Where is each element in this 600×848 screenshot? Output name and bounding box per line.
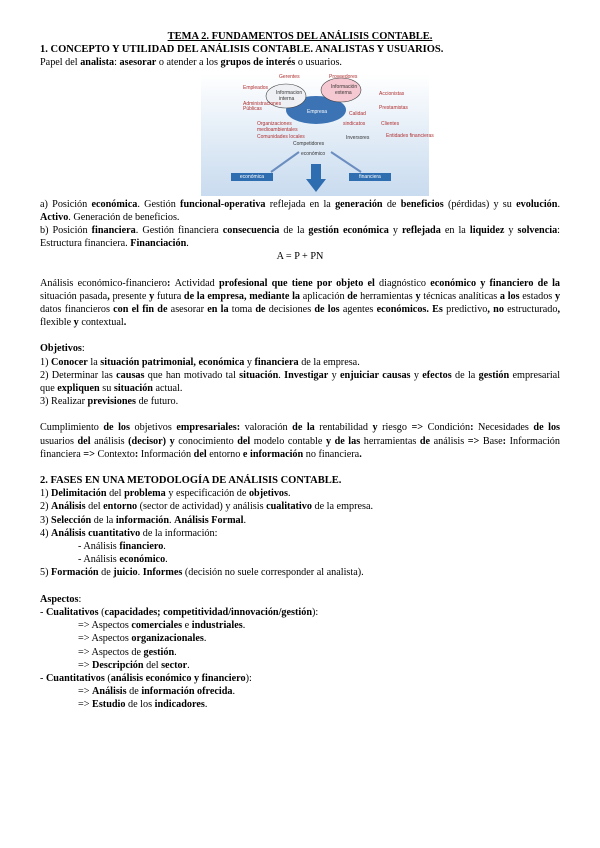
- cuantitativo-item: [40, 685, 560, 698]
- text-run: Contexto: [97, 448, 135, 460]
- bold-term: industriales: [191, 620, 243, 632]
- bold-term: Cuantitativos: [45, 672, 105, 684]
- bold-term: :: [166, 277, 175, 289]
- diagram-label: Entidades financieras: [386, 132, 434, 139]
- bold-term: Investigar: [284, 369, 329, 381]
- aef-definition: [40, 277, 560, 330]
- text-run: .: [137, 567, 143, 579]
- text-run: modelo contable: [253, 435, 323, 447]
- text-run: .: [174, 646, 177, 658]
- cualitativos: [40, 606, 560, 619]
- text-run: flexible: [40, 317, 72, 329]
- bold-term: organizacionales: [131, 633, 204, 645]
- text-run: (pérdidas) y su: [443, 198, 517, 210]
- diagram-label: Clientes: [381, 120, 400, 127]
- aspectos-heading: Aspectos:: [40, 593, 82, 605]
- text-run: .: [163, 541, 166, 553]
- text-run: de los: [125, 699, 155, 711]
- text-run: del: [106, 488, 125, 500]
- bold-term: consecuencia: [222, 225, 280, 237]
- bold-term: de: [416, 435, 434, 447]
- bold-term: sector: [161, 659, 188, 671]
- bold-term: evolución: [516, 198, 558, 210]
- text-run: =>: [78, 699, 93, 711]
- bold-term: información ofrecida: [141, 686, 233, 698]
- bold-term: de los: [528, 422, 561, 434]
- cualitativo-item: [40, 659, 560, 672]
- equation: A = P + PN: [276, 251, 324, 263]
- diagram-label: Calidad: [349, 110, 366, 117]
- bold-term: problema: [124, 488, 166, 500]
- text-run: toma: [231, 304, 253, 316]
- bold-term: juicio: [113, 567, 138, 579]
- text-run: de la información:: [140, 527, 218, 539]
- bold-term: gestión económica: [308, 225, 389, 237]
- bold-term: Descripción: [92, 659, 144, 671]
- bold-term: :: [134, 448, 141, 460]
- text-run: de la: [279, 225, 309, 237]
- bold-term: información: [115, 514, 170, 526]
- text-run: .: [278, 369, 285, 381]
- text-run: (decisión no suele corresponder al analista).: [182, 567, 364, 579]
- text-run: Análisis económico-financiero: [40, 277, 167, 289]
- text-run: . Gestión: [137, 198, 181, 210]
- text-run: .: [288, 488, 291, 500]
- text-run: ):: [312, 606, 319, 618]
- text-run: .: [243, 514, 247, 526]
- text-run: .: [203, 633, 207, 645]
- text-run: presente: [112, 290, 147, 302]
- bold-term: asesorar: [119, 57, 157, 69]
- text-run: => Aspectos de: [78, 646, 144, 658]
- bold-term: financiero: [119, 541, 164, 553]
- text-run: Base: [482, 435, 503, 447]
- diagram-label: Información: [331, 83, 358, 90]
- bold-term: a los: [497, 290, 523, 302]
- text-run: .: [204, 699, 208, 711]
- cualitativo-item: [40, 646, 560, 659]
- text-run: => Aspectos: [78, 620, 132, 632]
- diagram-label: Empresa: [307, 108, 328, 115]
- bold-term: analista: [80, 57, 115, 69]
- text-run: del: [143, 659, 162, 671]
- text-run: reflejada en la: [265, 198, 336, 210]
- text-run: de la empresa.: [311, 501, 374, 513]
- bold-term: funcional-operativa: [180, 198, 266, 210]
- text-run: en la: [440, 225, 470, 237]
- down-arrow-icon: [306, 164, 326, 192]
- text-run: riesgo: [382, 422, 407, 434]
- bold-term: de la empresa, mediante la: [181, 290, 303, 302]
- bold-term: de los: [311, 304, 343, 316]
- text-run: . Gestión financiera: [135, 225, 223, 237]
- text-run: estados: [522, 290, 553, 302]
- text-run: futura: [156, 290, 182, 302]
- bold-term: profesional que tiene por objeto el: [214, 277, 380, 289]
- text-run: (sector de actividad) y análisis: [137, 501, 267, 513]
- bold-term: Informes: [142, 567, 183, 579]
- bold-term: con el fin de: [109, 304, 171, 316]
- text-run: .: [169, 514, 175, 526]
- bold-term: capacidades; competitividad/innovación/gestión: [104, 606, 312, 618]
- diagram-label: sindicatos: [343, 120, 366, 127]
- bold-term: análisis económico y financiero: [110, 672, 246, 684]
- text-run: diagnóstico: [379, 277, 427, 289]
- diagram-label: Accionistas: [379, 90, 405, 97]
- bold-term: de: [252, 304, 269, 316]
- bold-term: :: [502, 435, 510, 447]
- text-run: de la: [91, 514, 116, 526]
- diagram-label: Informacion: [276, 89, 303, 96]
- text-run: =>: [78, 659, 93, 671]
- fase-4-financiero: [40, 540, 560, 553]
- text-run: Necesidades: [477, 422, 529, 434]
- position-financiera: [40, 224, 560, 250]
- bold-term: entorno: [103, 501, 138, 513]
- bold-term: =>: [464, 435, 483, 447]
- text-run: estructurado: [507, 304, 558, 316]
- text-run: predictivo: [446, 304, 488, 316]
- text-run: rentabilidad: [319, 422, 368, 434]
- diagram-label: Empleados: [243, 84, 269, 91]
- text-run: => Aspectos: [78, 633, 132, 645]
- text-run: : Estructura financiera.: [40, 225, 561, 250]
- bold-term: de la: [287, 422, 320, 434]
- text-run: del: [85, 501, 104, 513]
- bold-term: Activo: [40, 211, 69, 223]
- fase-2: [40, 500, 560, 513]
- text-run: 2) Determinar las: [40, 369, 117, 381]
- fase-4: [40, 527, 560, 540]
- diagram-label: medioambientales: [257, 126, 298, 133]
- text-run: .: [186, 238, 189, 250]
- text-run: contextual: [81, 317, 124, 329]
- bold-term: Análisis: [92, 686, 127, 698]
- text-run: (: [98, 606, 105, 618]
- bold-term: de los: [98, 422, 135, 434]
- bold-term: generación: [335, 198, 383, 210]
- bold-term: cualitativo: [266, 501, 312, 513]
- economica-box: económica: [231, 173, 273, 181]
- text-run: .: [242, 620, 246, 632]
- diagram-label: Inversores: [346, 134, 370, 141]
- bold-term: y: [412, 290, 424, 302]
- text-run: e: [182, 620, 192, 632]
- text-run: actual.: [152, 383, 183, 395]
- bold-term: Análisis cuantitativo: [51, 527, 141, 539]
- text-run: de la empresa.: [298, 356, 360, 368]
- text-run: usuarios: [40, 435, 74, 447]
- objetivo-3: [40, 395, 560, 408]
- bold-term: .: [359, 448, 362, 460]
- objetivos-heading: Objetivos:: [40, 343, 85, 355]
- section-1-heading: 1. CONCEPTO Y UTILIDAD DEL ANÁLISIS CONTABLE. ANALISTAS Y USUARIOS.: [40, 44, 444, 56]
- bold-term: =>: [406, 422, 428, 434]
- cumplimiento-paragraph: [40, 421, 560, 461]
- text-run: situación pasada: [40, 290, 108, 302]
- text-run: .: [232, 686, 236, 698]
- aspectos-label: Aspectos: [40, 593, 79, 605]
- text-run: y: [328, 369, 341, 381]
- bold-term: financiera: [254, 356, 299, 368]
- text-run: :: [114, 57, 120, 69]
- bold-term: y: [146, 290, 157, 302]
- text-run: Actividad: [174, 277, 215, 289]
- bold-term: Cualitativos: [45, 606, 99, 618]
- text-run: o atender a los: [156, 57, 221, 69]
- text-run: su: [99, 383, 114, 395]
- arrow-right-line: [331, 152, 361, 172]
- document-page: [40, 30, 560, 712]
- text-run: Papel del: [40, 57, 81, 69]
- bold-term: del: [73, 435, 95, 447]
- bold-term: financiera: [91, 225, 136, 237]
- diagram-label: Comunidades locales: [257, 133, 305, 140]
- text-run: -: [40, 672, 46, 684]
- diagram-label: económico: [301, 150, 326, 157]
- fase-1: [40, 487, 560, 500]
- bold-term: y de las: [322, 435, 364, 447]
- bold-term: Delimitación: [51, 488, 107, 500]
- bold-term: efectos: [422, 369, 452, 381]
- text-run: .: [187, 659, 190, 671]
- text-run: de: [382, 198, 401, 210]
- bold-term: Análisis Formal: [174, 514, 244, 526]
- bold-term: ,: [557, 304, 561, 316]
- stakeholder-diagram: [201, 73, 434, 196]
- bold-term: Financiación: [130, 238, 187, 250]
- bold-term: Conocer: [51, 356, 88, 368]
- text-run: b) Posición: [40, 225, 92, 237]
- text-run: y: [388, 225, 402, 237]
- cuantitativo-item: [40, 698, 560, 711]
- text-run: . Generación de beneficios.: [68, 211, 180, 223]
- text-run: Condición: [427, 422, 471, 434]
- bold-term: expliquen: [57, 383, 100, 395]
- bold-term: e información: [240, 448, 306, 460]
- text-run: 5): [40, 567, 52, 579]
- fase-4-economico: [40, 553, 560, 566]
- objetivo-1: [40, 356, 560, 369]
- document-title: TEMA 2. FUNDAMENTOS DEL ANÁLISIS CONTABLE.: [167, 31, 433, 42]
- text-run: Información: [140, 448, 192, 460]
- bold-term: liquidez: [469, 225, 505, 237]
- text-run: .: [165, 554, 168, 566]
- text-run: no financiera: [305, 448, 360, 460]
- bold-term: =>: [80, 448, 98, 460]
- text-run: (: [104, 672, 111, 684]
- bold-term: en la: [204, 304, 232, 316]
- bold-term: indicadores: [154, 699, 205, 711]
- bold-term: económico: [119, 554, 166, 566]
- text-run: a) Posición: [40, 198, 92, 210]
- bold-term: :: [470, 422, 478, 434]
- fase-3: [40, 514, 560, 527]
- text-run: agentes: [342, 304, 374, 316]
- bold-term: beneficios: [400, 198, 444, 210]
- bold-term: causas: [116, 369, 145, 381]
- bold-term: situación patrimonial, económica: [100, 356, 245, 368]
- objetivo-2: [40, 369, 560, 395]
- bold-term: y: [367, 422, 383, 434]
- position-economica: [40, 198, 560, 224]
- objetivos-label: Objetivos: [40, 343, 82, 355]
- bold-term: .: [123, 317, 127, 329]
- bold-term: comerciales: [131, 620, 183, 632]
- text-run: empresarial que: [40, 369, 561, 395]
- bold-term: de: [344, 290, 361, 302]
- bold-term: Formación: [51, 567, 99, 579]
- fase-5: [40, 566, 560, 579]
- cuantitativos: [40, 672, 560, 685]
- bold-term: Análisis: [51, 501, 86, 513]
- text-run: .: [557, 198, 560, 210]
- bold-term: enjuiciar causas: [340, 369, 411, 381]
- text-run: 1): [40, 488, 52, 500]
- text-run: conocimiento: [178, 435, 234, 447]
- text-run: valoración: [244, 422, 288, 434]
- text-run: 4): [40, 527, 52, 539]
- text-run: objetivos: [134, 422, 172, 434]
- text-run: análisis: [433, 435, 465, 447]
- bold-term: reflejada: [401, 225, 441, 237]
- bold-term: situación: [239, 369, 279, 381]
- bold-term: del: [191, 448, 210, 460]
- text-run: y: [410, 369, 423, 381]
- bold-term: grupos de interés: [220, 57, 296, 69]
- bold-term: económico y financiero de la: [426, 277, 560, 289]
- text-run: y especificación de: [165, 488, 249, 500]
- text-run: o usuarios.: [295, 57, 342, 69]
- text-run: técnicas analíticas: [423, 290, 498, 302]
- bold-term: y: [71, 317, 82, 329]
- bold-term: ,: [107, 290, 113, 302]
- arrow-left-line: [271, 152, 299, 172]
- financiera-box: financiera: [349, 173, 391, 181]
- bold-term: económica: [91, 198, 138, 210]
- text-run: herramientas: [363, 435, 417, 447]
- text-run: y: [244, 356, 255, 368]
- text-run: - Análisis: [78, 554, 120, 566]
- text-run: de la: [451, 369, 479, 381]
- text-run: de futuro.: [136, 396, 179, 408]
- bold-term: (decisor) y: [124, 435, 179, 447]
- bold-term: Estudio: [92, 699, 126, 711]
- bold-term: empresariales:: [171, 422, 245, 434]
- diagram-label: Gerentes: [279, 73, 300, 80]
- bold-term: objetivos: [248, 488, 288, 500]
- text-run: asesorar: [170, 304, 205, 316]
- diagram-label: Organizaciones: [257, 120, 292, 127]
- bold-term: previsiones: [87, 396, 137, 408]
- text-run: entorno: [209, 448, 241, 460]
- diagram-label: Administraciones Públicas: [243, 100, 282, 113]
- text-run: ):: [245, 672, 252, 684]
- text-run: que han motivado tal: [144, 369, 240, 381]
- text-run: aplicación: [302, 290, 345, 302]
- text-run: de: [126, 686, 142, 698]
- diagram-label: Proveedores: [329, 73, 358, 80]
- text-run: -: [40, 606, 46, 618]
- bold-term: situación: [113, 383, 153, 395]
- bold-term: gestión: [143, 646, 175, 658]
- cualitativo-item: [40, 632, 560, 645]
- intro-paragraph: [40, 56, 560, 69]
- text-run: 1): [40, 356, 52, 368]
- text-run: la: [87, 356, 101, 368]
- diagram-label: interna: [279, 95, 295, 102]
- cualitativo-item: [40, 619, 560, 632]
- text-run: 3) Realizar: [40, 396, 88, 408]
- text-run: datos financieros: [40, 304, 110, 316]
- text-run: de: [98, 567, 114, 579]
- diagram-label: Prestamistas: [379, 104, 408, 111]
- text-run: 3): [40, 514, 52, 526]
- bold-term: económicos. Es: [373, 304, 447, 316]
- bold-term: Selección: [51, 514, 92, 526]
- text-run: 2): [40, 501, 52, 513]
- bold-term: gestión: [478, 369, 510, 381]
- section-2-heading: 2. FASES EN UNA METODOLOGÍA DE ANÁLISIS CONTABLE.: [40, 475, 342, 487]
- text-run: decisiones: [268, 304, 312, 316]
- text-run: y: [504, 225, 518, 237]
- bold-term: del: [233, 435, 254, 447]
- diagram-label: externa: [335, 89, 352, 96]
- text-run: herramientas: [360, 290, 413, 302]
- bold-term: y: [552, 290, 561, 302]
- bold-term: , no: [487, 304, 508, 316]
- text-run: análisis: [94, 435, 125, 447]
- text-run: - Análisis: [78, 541, 120, 553]
- bold-term: solvencia: [517, 225, 558, 237]
- text-run: Información financiera: [40, 435, 560, 460]
- text-run: =>: [78, 686, 93, 698]
- text-run: Cumplimiento: [40, 422, 99, 434]
- diagram-label: Competidores: [293, 140, 325, 147]
